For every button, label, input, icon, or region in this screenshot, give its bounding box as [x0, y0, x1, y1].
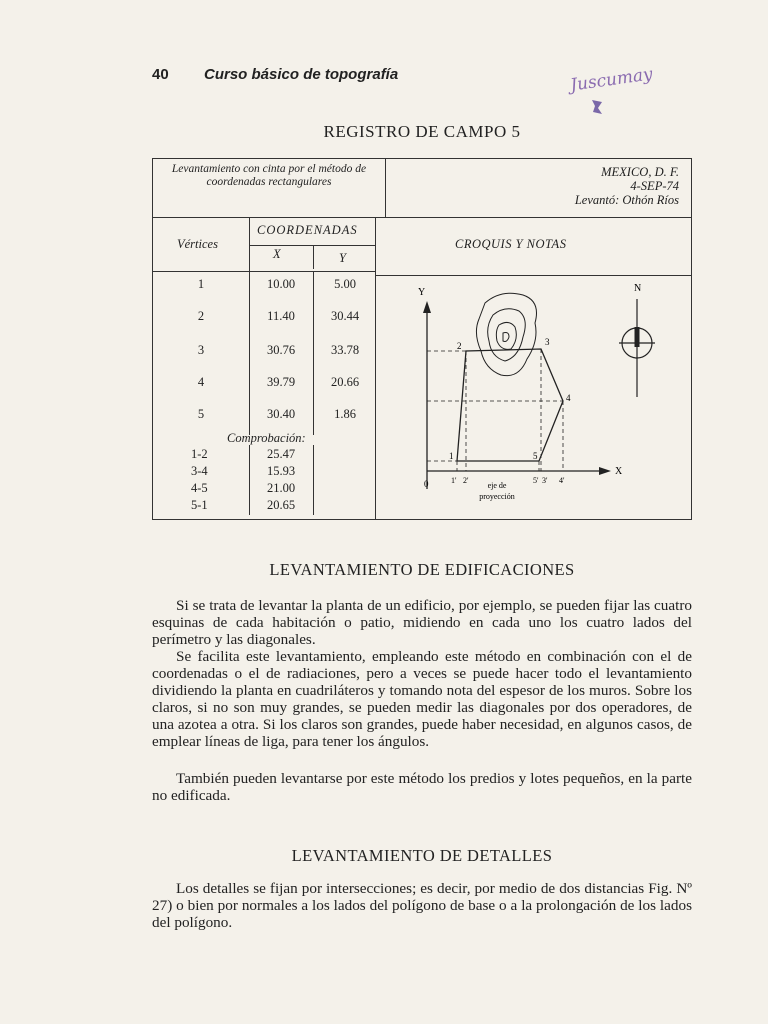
tree-contour-icon	[476, 293, 536, 375]
x-value-5: 30.40	[266, 407, 296, 421]
x-value-2: 11.40	[267, 309, 295, 323]
point-2-label: 2	[457, 341, 462, 351]
y-value-5: 1.86	[334, 407, 356, 421]
axis-label-x: X	[615, 466, 623, 477]
check-side-3: 4-5	[191, 481, 208, 495]
vertex-1: 1	[197, 277, 205, 291]
signature-stamp: Juscumay	[569, 64, 654, 96]
paragraph: También pueden levantarse por este método los predios y lotes pequeños, en la parte no edificada.	[152, 770, 692, 805]
origin-label: 0	[424, 479, 429, 489]
y-value-4: 20.66	[330, 375, 360, 389]
page-number: 40	[152, 66, 169, 83]
check-dist-3: 21.00	[266, 481, 296, 495]
check-side-2: 3-4	[191, 464, 208, 478]
check-dist-2: 15.93	[266, 464, 296, 478]
survey-polygon	[457, 349, 563, 461]
x-axis-arrow-icon	[599, 467, 611, 475]
check-dist-4: 20.65	[266, 498, 296, 512]
form-title: REGISTRO DE CAMPO 5	[323, 122, 521, 141]
section-heading-details: LEVANTAMIENTO DE DETALLES	[291, 846, 553, 865]
y-value-1: 5.00	[334, 277, 356, 291]
check-side-4: 5-1	[191, 498, 208, 512]
north-label: N	[634, 283, 642, 294]
x-value-4: 39.79	[266, 375, 296, 389]
vertex-5: 5	[197, 407, 205, 421]
col-x: X	[273, 247, 281, 261]
tick-2-label: 2'	[463, 476, 469, 485]
stamp-mark-icon	[590, 98, 604, 116]
north-arrow-icon	[619, 299, 655, 397]
place-date-block	[429, 165, 679, 207]
tick-5-label: 5'	[533, 476, 539, 485]
survey-sketch	[389, 279, 689, 515]
vertex-3: 3	[197, 343, 205, 357]
point-1-label: 1	[449, 451, 454, 461]
place: MEXICO, D. F.	[601, 165, 679, 179]
surveyor: Levantó: Othón Ríos	[574, 193, 679, 207]
tick-4-label: 4'	[559, 476, 565, 485]
tick-1-label: 1'	[451, 476, 457, 485]
y-value-3: 33.78	[330, 343, 360, 357]
check-side-1: 1-2	[191, 447, 208, 461]
col-coordinates: COORDENADAS	[257, 223, 358, 237]
axis-label-y: Y	[418, 287, 426, 298]
tick-3-label: 3'	[542, 476, 548, 485]
x-value-1: 10.00	[266, 277, 296, 291]
check-dist-1: 25.47	[266, 447, 296, 461]
axis-caption-1: eje de	[487, 481, 507, 490]
y-value-2: 30.44	[330, 309, 360, 323]
method-note: Levantamiento con cinta por el método de coordenadas rectangulares	[171, 163, 367, 188]
col-y: Y	[339, 251, 346, 265]
axis-caption-2: proyección	[479, 492, 515, 501]
vertex-2: 2	[197, 309, 205, 323]
paragraph: Se facilita este levantamiento, empleando este método en combinación con el de coordenadas o el de radiaciones, pero a veces se puede hacer todo el levantamiento dividiendo la planta en cuadriláteros y tomando nota del espesor de los muros. Sobre los claros, si no son muy grandes, se pueden medir las diagonales por dos operadores, de una azotea a otra. Si los claros son grandes, puede haber necesidad, en algunos casos, de emplear líneas de liga, para tener los ángulos.	[152, 648, 692, 751]
check-label: Comprobación:	[227, 431, 306, 445]
paragraph: Los detalles se fijan por intersecciones; es decir, por medio de dos distancias Fig. Nº 27) o bien por normales a los lados del polígono de base o a la prolongación de los lados del polígono.	[152, 880, 692, 932]
paragraph: Si se trata de levantar la planta de un edificio, por ejemplo, se pueden fijar las cuatro esquinas de cada habitación o patio, midiendo en cada uno los cuatro lados del perímetro y las diagonales.	[152, 597, 692, 649]
x-value-3: 30.76	[266, 343, 296, 357]
y-axis-arrow-icon	[423, 301, 431, 313]
field-register-table	[152, 158, 692, 520]
col-vertices: Vértices	[177, 237, 218, 251]
vertex-4: 4	[197, 375, 205, 389]
point-4-label: 4	[566, 393, 571, 403]
point-3-label: 3	[545, 337, 550, 347]
book-title: Curso básico de topografía	[204, 66, 399, 83]
date: 4-SEP-74	[630, 179, 679, 193]
col-notes: CROQUIS Y NOTAS	[455, 237, 567, 251]
section-heading-buildings: LEVANTAMIENTO DE EDIFICACIONES	[269, 560, 575, 579]
point-5-label: 5	[533, 451, 538, 461]
